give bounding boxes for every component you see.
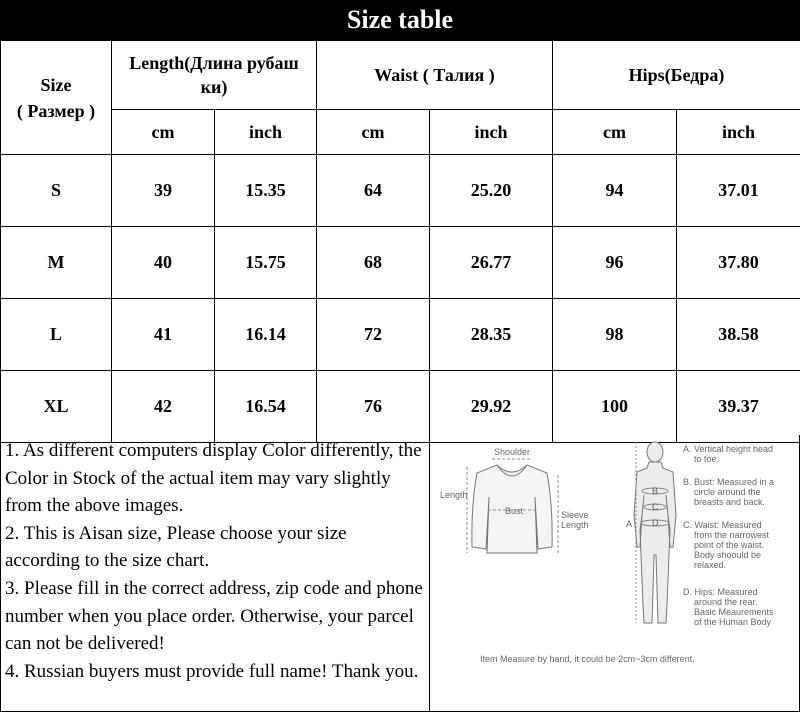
measurement-diagram xyxy=(430,435,800,712)
length-inch-header: inch xyxy=(215,110,317,155)
sleeve-label-1: Sleeve xyxy=(561,510,589,520)
length-cm-cell: 40 xyxy=(112,227,215,299)
table-row xyxy=(1,155,800,227)
waist-cm-header: cm xyxy=(317,110,430,155)
hips-cm-cell: 98 xyxy=(553,299,677,371)
legend-d-line4: of the Human Body xyxy=(694,617,772,627)
legend-c-line4: Body shoould be xyxy=(694,550,762,560)
waist-column-header: Waist ( Талия ) xyxy=(317,41,553,110)
bust-label: Bust xyxy=(505,506,524,516)
waist-cm-cell: 64 xyxy=(317,155,430,227)
size-header-label-ru: ( Размер ) xyxy=(16,100,96,121)
legend-a-line1: A. Vertical height head xyxy=(683,444,774,454)
legend-d-line1: D. Hips: Measured xyxy=(683,587,758,597)
waist-cm-cell: 72 xyxy=(317,299,430,371)
measure-footer: Item Measure by hand, it could be 2cm~3cm different. xyxy=(480,654,695,664)
letter-a: A xyxy=(626,519,633,529)
shoulder-label: Shoulder xyxy=(494,447,531,457)
table-row xyxy=(1,299,800,371)
legend-d-line3: Basic Meaurements xyxy=(694,607,774,617)
page-title: Size table xyxy=(0,0,800,40)
legend-b-line3: breasts and back. xyxy=(694,497,766,507)
length-cm-cell: 41 xyxy=(112,299,215,371)
waist-cm-cell: 76 xyxy=(317,371,430,443)
length-header-line1: Length(Длина рубаш xyxy=(129,53,299,73)
table-row xyxy=(1,371,800,443)
waist-inch-header: inch xyxy=(430,110,553,155)
size-header-label: Size xyxy=(40,74,72,95)
hips-cm-cell: 96 xyxy=(553,227,677,299)
size-cell: L xyxy=(1,299,112,371)
waist-inch-cell: 28.35 xyxy=(430,299,553,371)
note-full-name: 4. Russian buyers must provide full name! Thank you. xyxy=(5,660,419,682)
legend-c-line3: point of the waist. xyxy=(694,540,765,550)
table-header-row xyxy=(1,41,800,110)
legend-c-line5: relaxed. xyxy=(694,560,727,570)
hips-column-header: Hips(Бедра) xyxy=(553,41,800,110)
length-column-header xyxy=(112,41,317,110)
notes-panel xyxy=(0,435,430,712)
hips-inch-cell: 37.80 xyxy=(677,227,800,299)
legend-c-line1: C. Waist: Measured xyxy=(683,520,762,530)
note-asian-size: 2. This is Aisan size, Please choose your size according to the size chart. xyxy=(5,522,347,572)
letter-d: D xyxy=(652,518,659,528)
note-address: 3. Please fill in the correct address, zip code and phone number when you place order. Otherwise, your parcel can not be delivered! xyxy=(5,577,423,655)
length-inch-cell: 16.14 xyxy=(215,299,317,371)
sleeve-label-2: Length xyxy=(561,520,589,530)
waist-inch-cell: 29.92 xyxy=(430,371,553,443)
legend xyxy=(683,444,774,627)
size-table xyxy=(0,40,800,443)
length-header-line2: ки) xyxy=(200,77,228,97)
letter-b: B xyxy=(652,486,659,496)
length-inch-cell: 15.35 xyxy=(215,155,317,227)
note-color: 1. As different computers display Color differently, the Color in Stock of the actual item may vary slightly from the above images. xyxy=(5,440,422,517)
letter-c: C xyxy=(652,502,659,512)
hips-inch-cell: 39.37 xyxy=(677,371,800,443)
measurement-diagram-svg xyxy=(430,435,798,711)
size-cell: XL xyxy=(1,371,112,443)
size-cell: M xyxy=(1,227,112,299)
hips-cm-header: cm xyxy=(553,110,677,155)
waist-cm-cell: 68 xyxy=(317,227,430,299)
length-inch-cell: 16.54 xyxy=(215,371,317,443)
size-column-header xyxy=(1,41,112,155)
hips-inch-cell: 37.01 xyxy=(677,155,800,227)
waist-inch-cell: 26.77 xyxy=(430,227,553,299)
legend-a-line2: to toe. xyxy=(694,454,720,464)
hips-cm-cell: 94 xyxy=(553,155,677,227)
unit-header-row xyxy=(1,110,800,155)
length-inch-cell: 15.75 xyxy=(215,227,317,299)
length-cm-header: cm xyxy=(112,110,215,155)
body-figure xyxy=(634,442,676,623)
table-row xyxy=(1,227,800,299)
legend-b-line2: circle around the xyxy=(694,487,761,497)
hips-inch-header: inch xyxy=(677,110,800,155)
length-label: Length xyxy=(440,490,468,500)
hips-inch-cell: 38.58 xyxy=(677,299,800,371)
length-cm-cell: 39 xyxy=(112,155,215,227)
legend-d-line2: around the rear. xyxy=(694,597,758,607)
waist-inch-cell: 25.20 xyxy=(430,155,553,227)
legend-b-line1: B. Bust: Measured in a xyxy=(683,477,775,487)
hips-cm-cell: 100 xyxy=(553,371,677,443)
legend-c-line2: from the narrowest xyxy=(694,530,770,540)
length-cm-cell: 42 xyxy=(112,371,215,443)
size-cell: S xyxy=(1,155,112,227)
